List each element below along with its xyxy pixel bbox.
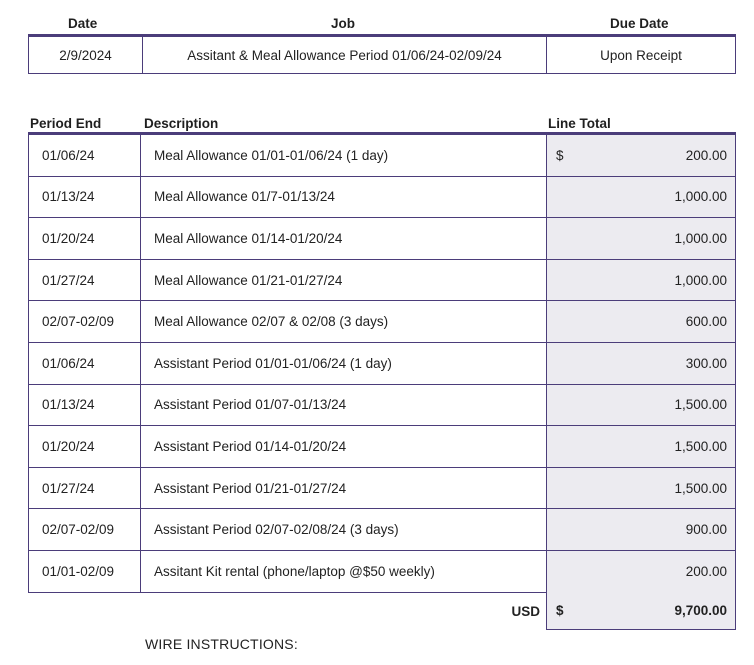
description-header: Description — [144, 116, 219, 131]
description-cell: Assitant Kit rental (phone/laptop @$50 weekly) — [154, 563, 435, 579]
description-cell: Meal Allowance 02/07 & 02/08 (3 days) — [154, 314, 389, 330]
period-end-cell: 01/01-02/09 — [28, 551, 141, 592]
total-currency-symbol: $ — [556, 603, 564, 618]
table-row — [28, 301, 736, 343]
description-cell: Meal Allowance 01/14-01/20/24 — [154, 230, 343, 246]
period-end-cell: 01/06/24 — [28, 135, 141, 176]
line-total-amount: 900.00 — [685, 522, 727, 538]
period-end-cell: 01/13/24 — [28, 177, 141, 218]
line-total-amount: 1,000.00 — [674, 272, 727, 288]
table-row — [28, 551, 736, 593]
line-total-amount: 1,000.00 — [674, 189, 727, 205]
table-row — [28, 343, 736, 385]
line-total-cell — [546, 218, 736, 259]
wire-instructions-heading: WIRE INSTRUCTIONS: — [145, 636, 298, 652]
total-amount: 9,700.00 — [674, 603, 727, 618]
description-cell: Assistant Period 01/07-01/13/24 — [154, 397, 347, 413]
description-cell: Meal Allowance 01/21-01/27/24 — [154, 272, 343, 288]
line-total-cell — [546, 343, 736, 384]
line-total-cell — [546, 177, 736, 218]
invoice-date: 2/9/2024 — [59, 47, 112, 63]
line-items-table — [28, 132, 736, 593]
table-row — [28, 426, 736, 468]
line-total-cell — [546, 135, 736, 176]
line-total-amount: 1,500.00 — [674, 397, 727, 413]
due-date: Upon Receipt — [546, 37, 735, 73]
items-header-row — [28, 114, 738, 132]
description-cell: Meal Allowance 01/7-01/13/24 — [154, 189, 335, 205]
period-end-cell: 01/20/24 — [28, 218, 141, 259]
description-cell: Assistant Period 01/21-01/27/24 — [154, 480, 347, 496]
table-row — [28, 218, 736, 260]
line-total-amount: 1,500.00 — [674, 480, 727, 496]
table-row — [28, 177, 736, 219]
line-total-amount: 300.00 — [685, 355, 727, 371]
line-total-amount: 1,500.00 — [674, 438, 727, 454]
period-end-header: Period End — [30, 116, 102, 131]
due-date-header: Due Date — [610, 16, 669, 31]
total-currency-label: USD — [511, 603, 540, 619]
description-cell: Assistant Period 02/07-02/08/24 (3 days) — [154, 522, 399, 538]
period-end-cell: 02/07-02/09 — [28, 509, 141, 550]
line-total-amount: 200.00 — [685, 147, 727, 163]
table-row — [28, 135, 736, 177]
currency-symbol: $ — [556, 147, 564, 163]
table-row — [28, 385, 736, 427]
line-total-cell — [546, 551, 736, 592]
job-header: Job — [331, 16, 356, 31]
line-total-amount: 600.00 — [685, 314, 727, 330]
period-end-cell: 01/27/24 — [28, 260, 141, 301]
description-cell: Assistant Period 01/01-01/06/24 (1 day) — [154, 355, 392, 371]
line-total-amount: 200.00 — [685, 563, 727, 579]
line-total-header: Line Total — [548, 116, 611, 131]
summary-table — [28, 34, 736, 74]
period-end-cell: 01/27/24 — [28, 468, 141, 509]
period-end-cell: 01/20/24 — [28, 426, 141, 467]
line-total-cell — [546, 385, 736, 426]
line-total-cell — [546, 301, 736, 342]
period-end-cell: 02/07-02/09 — [28, 301, 141, 342]
period-end-cell: 01/13/24 — [28, 385, 141, 426]
description-cell: Assistant Period 01/14-01/20/24 — [154, 438, 347, 454]
table-row — [28, 509, 736, 551]
line-total-cell — [546, 468, 736, 509]
table-row — [28, 260, 736, 302]
line-total-amount: 1,000.00 — [674, 230, 727, 246]
description-cell: Meal Allowance 01/01-01/06/24 (1 day) — [154, 147, 389, 163]
table-row — [28, 468, 736, 510]
summary-header-row — [28, 14, 738, 34]
line-total-cell — [546, 426, 736, 467]
total-row — [28, 592, 736, 630]
period-end-cell: 01/06/24 — [28, 343, 141, 384]
line-total-cell — [546, 509, 736, 550]
total-cell — [546, 592, 736, 630]
line-total-cell — [546, 260, 736, 301]
date-header: Date — [68, 16, 98, 31]
job-description: Assitant & Meal Allowance Period 01/06/24-02/09/24 — [142, 37, 546, 73]
